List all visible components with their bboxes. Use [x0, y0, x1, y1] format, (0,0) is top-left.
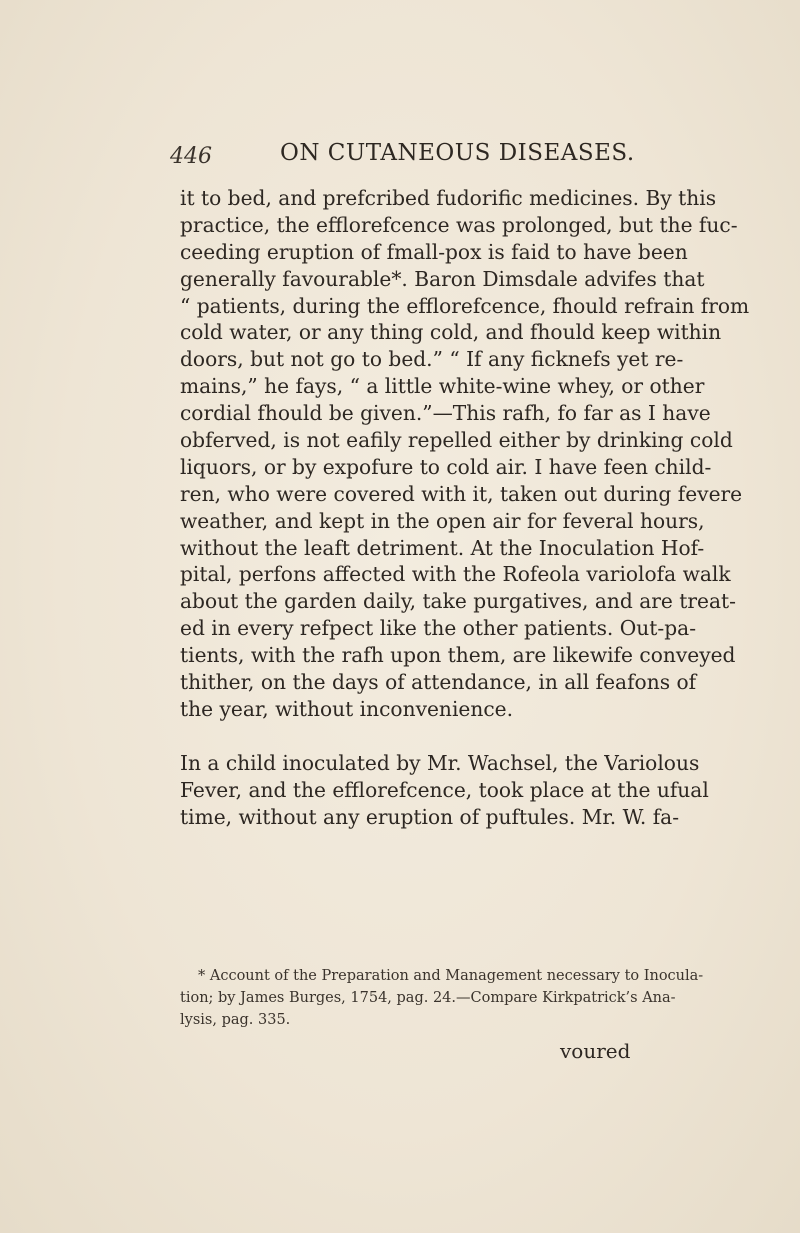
text-line: thither, on the days of attendance, in all feafons of [180, 670, 697, 695]
text-line: ren, who were covered with it, taken out during fevere [180, 481, 743, 506]
text-line: obferved, is not eafily repelled either by drinking cold [180, 428, 733, 453]
text-line: liquors, or by expofure to cold air. I have feen child- [180, 454, 712, 479]
text-line: doors, but not go to bed.” “ If any ficknefs yet re- [180, 347, 684, 372]
text-line: ceeding eruption of fmall-pox is faid to have been [180, 239, 688, 264]
catchword: voured [560, 1039, 631, 1063]
page-number: 446 [170, 144, 212, 169]
text-line: ed in every refpect like the other patients. Out-pa- [180, 616, 697, 641]
footnote [180, 965, 704, 1031]
text-line: weather, and kept in the open air for feveral hours, [180, 508, 705, 533]
text-line: cold water, or any thing cold, and fhould keep within [180, 320, 722, 345]
paragraph-1 [180, 185, 750, 723]
page-header [170, 140, 640, 174]
paragraph-2 [180, 750, 709, 831]
text-line: it to bed, and prefcribed fudorific medicines. By this [180, 186, 717, 210]
text-line: pital, perfons affected with the Rofeola variolofa walk [180, 562, 731, 587]
running-title: ON CUTANEOUS DISEASES. [280, 140, 635, 166]
footnote-line: tion; by James Burges, 1754, pag. 24.—Compare Kirkpatrick’s Ana- [180, 990, 676, 1006]
text-line: the year, without inconvenience. [180, 696, 514, 721]
text-line: tients, with the rafh upon them, are likewife conveyed [180, 643, 736, 668]
text-line: generally favourable*. Baron Dimsdale advifes that [180, 266, 705, 291]
text-line: mains,” he fays, “ a little white-wine whey, or other [180, 374, 705, 399]
text-line: without the leaft detriment. At the Inoculation Hof- [180, 535, 705, 560]
text-line: In a child inoculated by Mr. Wachsel, the Variolous [180, 750, 700, 775]
body-text [180, 185, 750, 830]
text-line: time, without any eruption of puftules. Mr. W. fa- [180, 804, 680, 829]
text-line: practice, the efflorefcence was prolonged, but the fuc- [180, 212, 738, 237]
text-line: cordial fhould be given.”—This rafh, fo far as I have [180, 401, 711, 426]
text-line: Fever, and the efflorefcence, took place at the ufual [180, 777, 709, 802]
paragraph-gap [180, 723, 635, 750]
text-line: “ patients, during the efflorefcence, fhould refrain from [180, 293, 750, 318]
text-line: about the garden daily, take purgatives, and are treat- [180, 589, 736, 614]
footnote-line: * Account of the Preparation and Management necessary to Inocula- [198, 968, 704, 984]
footnote-line: lysis, pag. 335. [180, 1012, 291, 1028]
